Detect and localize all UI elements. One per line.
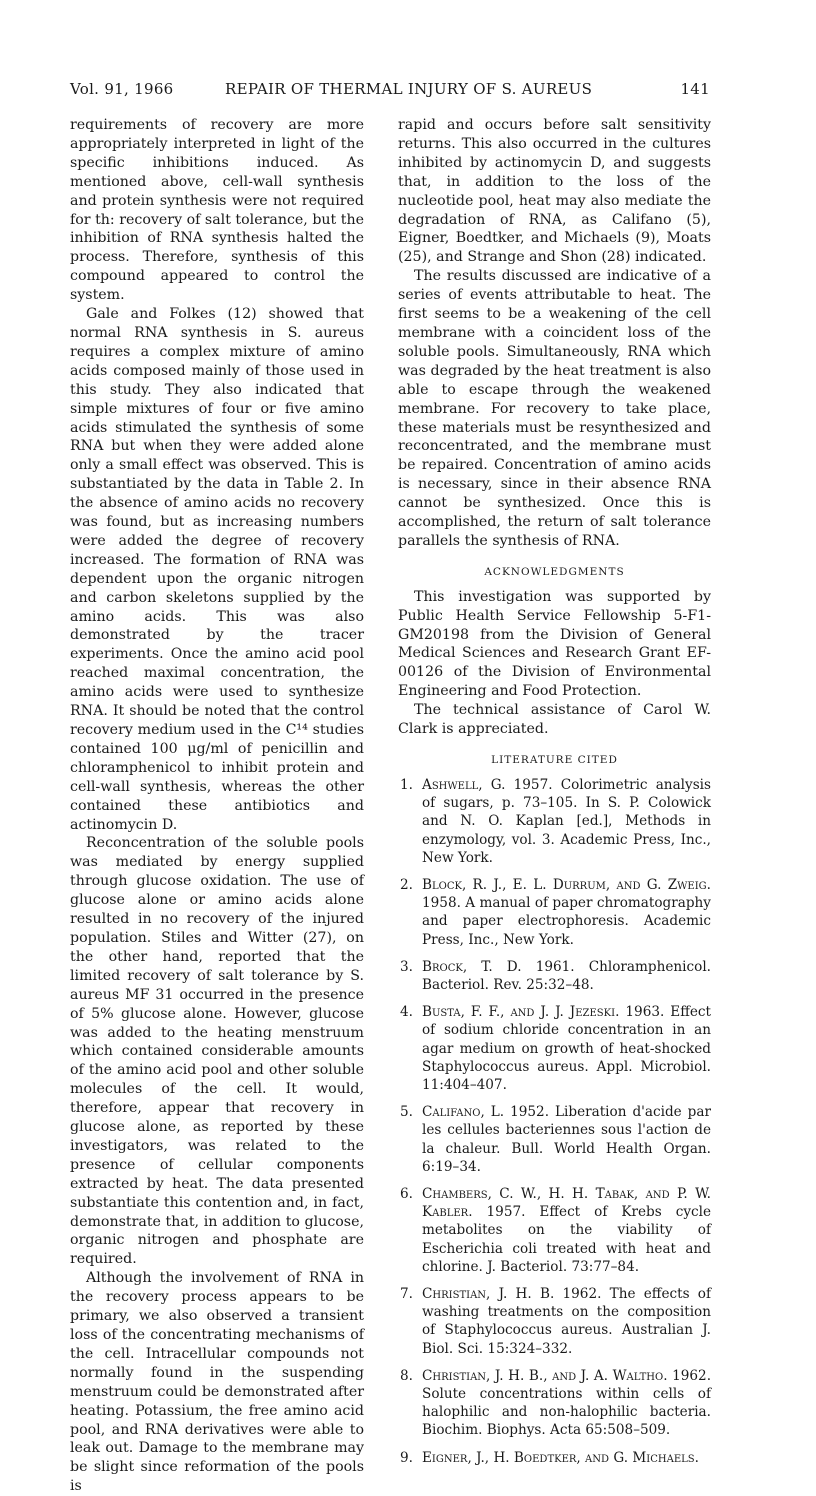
paragraph: The results discussed are indicative of a series of events attributable to heat. The first seems to be a weakening of the cell membrane with a coincident loss of the soluble pools. Simultaneously, RNA which was degraded by the heat treatment is also able to escape through the weakened membrane. For recovery to take place, these materials must be resynthesized and reconcentrated, and the membrane must be repaired. Concentration of amino acids is necessary, since in their absence RNA cannot be synthesized. Once this is accomplished, the return of salt tolerance parallels the synthesis of RNA. [398,268,711,549]
reference-number: 6. [400,1185,413,1202]
literature-cited-heading: LITERATURE CITED [491,754,618,766]
reference-item [398,876,711,949]
reference-authors: Brock, T. D. [422,958,522,975]
volume-label: Vol. 91, 1966 [70,80,174,98]
paragraph: Reconcentration of the soluble pools was mediated by energy supplied through glucose oxidation. The use of glucose alone or amino acids alone resulted in no recovery of the injured population. Stiles and Witter (27), on the other hand, reported that the limited recovery of salt tolerance by S. aureus MF 31 occurred in the presence of 5% glucose alone. However, glucose was added to the heating menstruum which contained considerable amounts of the amino acid pool and other soluble molecules of the cell. It would, therefore, appear that recovery in glucose alone, as reported by these investigators, was related to the presence of cellular components extracted by heat. The data presented substantiate this contention and, in fact, demonstrate that, in addition to glucose, organic nitrogen and phosphate are required. [70,835,364,1268]
reference-item [398,1367,711,1440]
paragraph: Gale and Folkes (12) showed that normal RNA synthesis in S. aureus requires a complex mixture of amino acids composed mainly of those used in this study. They also indicated that simple mixtures of four or five amino acids stimulated the synthesis of some RNA but when they were added alone only a small effect was observed. This is substantiated by the data in Table 2. In the absence of amino acids no recovery was found, but as increasing numbers were added the degree of recovery increased. The formation of RNA was dependent upon the organic nitrogen and carbon skeletons supplied by the amino acids. This was also demonstrated by the tracer experiments. Once the amino acid pool reached maximal concentration, the amino acids were used to synthesize RNA. It should be noted that the control recovery medium used in the C¹⁴ studies contained 100 μg/ml of penicillin and chloramphenicol to inhibit protein and cell-wall synthesis, whereas the other contained these antibiotics and actinomycin D. [70,306,364,833]
acknowledgments-heading: ACKNOWLEDGMENTS [484,565,625,578]
reference-number: 7. [400,1285,413,1302]
reference-authors: Busta, F. F., and J. J. Jezeski. [422,1004,620,1021]
acknowledgment-paragraph: This investigation was supported by Public Health Service Fellowship 5-F1-GM20198 from the Division of General Medical Sciences and Research Grant EF-00126 of the Division of Environmental Engineering and Food Protection. [398,588,711,700]
reference-text: 1963. Effect of sodium chloride concentration in an agar medium on growth of heat-shocked Staphylococcus aureus. Appl. Microbiol. 11:404–407. [422,1004,711,1093]
acknowledgment-paragraph: The technical assistance of Carol W. Clark is appreciated. [398,702,711,738]
reference-authors: Block, R. J., E. L. Durrum, and G. Zweig. [422,876,711,893]
reference-number: 1. [400,776,413,793]
reference-number: 5. [400,1104,413,1121]
reference-item [398,776,711,867]
paragraph: rapid and occurs before salt sensitivity returns. This also occurred in the cultures inhibited by actinomycin D, and suggests that, in addition to the loss of the nucleotide pool, heat may also mediate the degradation of RNA, as Califano (5), Eigner, Boedtker, and Michaels (9), Moats (25), and Strange and Shon (28) indicated. [398,117,711,266]
reference-authors: Ashwell, G. [422,776,506,793]
reference-authors: Chambers, C. W., H. H. Tabak, and P. W. Kabler. [422,1185,711,1221]
paragraph: requirements of recovery are more appropriately interpreted in light of the specific inhibitions induced. As mentioned above, cell-wall synthesis and protein synthesis were not required for th: recovery of salt tolerance, but the inhibition of RNA synthesis halted the process. Therefore, synthesis of this compound appeared to control the system. [70,117,364,304]
reference-item [398,1003,711,1094]
page-number: 141 [680,80,710,98]
reference-item [398,958,711,994]
reference-number: 9. [400,1449,413,1466]
reference-number: 4. [400,1004,413,1021]
reference-authors: Christian, J. H. B. [422,1285,555,1302]
reference-authors: Christian, J. H. B., and J. A. Waltho. [422,1367,668,1384]
reference-text: 1962. Solute concentrations within cells of halophilic and non-halophilic bacteria. Biochim. Biophys. Acta 65:508–509. [422,1367,712,1439]
reference-text: 1957. Colorimetric analysis of sugars, p. 73–105. In S. P. Colowick and N. O. Kaplan [ed.], Methods in enzymology, vol. 3. Academic Press, Inc., New York. [422,776,711,866]
left-column [70,116,364,1496]
reference-number: 3. [400,958,413,975]
reference-text: 1958. A manual of paper chromatography and paper electrophoresis. Academic Press, Inc., New York. [422,895,711,948]
reference-text: 1962. The effects of washing treatments on the composition of Staphylococcus aureus. Australian J. Biol. Sci. 15:324–332. [422,1285,711,1357]
reference-text: 1952. Liberation d'acide par les cellules bacteriennes sous l'action de la chaleur. Bull. World Health Organ. 6:19–34. [422,1104,711,1175]
reference-text: 1957. Effect of Krebs cycle metabolites on the viability of Escherichia coli treated with heat and chlorine. J. Bacteriol. 73:77–84. [422,1204,711,1275]
reference-item [398,1449,711,1467]
reference-list [398,776,711,1467]
paragraph: Although the involvement of RNA in the recovery process appears to be primary, we also observed a transient loss of the concentrating mechanisms of the cell. Intracellular compounds not normally found in the suspending menstruum could be demonstrated after heating. Potassium, the free amino acid pool, and RNA derivatives were able to leak out. Damage to the membrane may be slight since reformation of the pools is [70,1270,364,1495]
running-header [70,80,710,104]
reference-item [398,1185,711,1276]
reference-authors: Califano, L. [422,1104,505,1121]
reference-number: 2. [400,876,413,893]
reference-item [398,1285,711,1358]
reference-number: 8. [400,1367,413,1384]
reference-text: 1961. Chloramphenicol. Bacteriol. Rev. 25:32–48. [422,958,711,993]
reference-item [398,1103,711,1176]
right-column [398,116,711,1476]
running-title: REPAIR OF THERMAL INJURY OF S. AUREUS [225,80,593,98]
reference-authors: Eigner, J., H. Boedtker, and G. Michaels. [422,1449,699,1466]
